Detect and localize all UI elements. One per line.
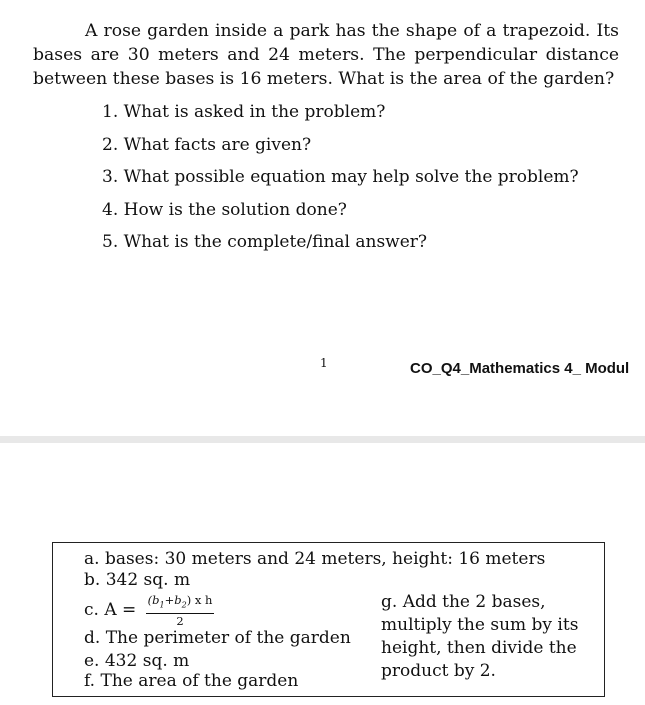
choice-f: f. The area of the garden bbox=[84, 671, 299, 691]
question-item: 2. What facts are given? bbox=[102, 134, 312, 155]
choice-c bbox=[84, 593, 214, 628]
area-formula-fraction bbox=[146, 593, 215, 628]
choice-a: a. bases: 30 meters and 24 meters, height: 16 meters bbox=[84, 549, 546, 569]
module-footer-label: CO_Q4_Mathematics 4_ Modul bbox=[410, 360, 630, 377]
choice-b: b. 342 sq. m bbox=[84, 570, 191, 590]
guide-questions bbox=[102, 101, 579, 264]
choice-d: d. The perimeter of the garden bbox=[84, 628, 351, 648]
page-divider bbox=[0, 436, 645, 443]
answer-choices-box bbox=[52, 542, 605, 697]
formula-denominator: 2 bbox=[176, 614, 184, 629]
question-item: 4. How is the solution done? bbox=[102, 199, 347, 220]
choice-c-label: c. A = bbox=[84, 600, 142, 621]
choice-g: g. Add the 2 bases, multiply the sum by its height, then divide the product by 2. bbox=[381, 592, 579, 681]
problem-statement: A rose garden inside a park has the shape of a trapezoid. Its bases are 30 meters and 24 meters. The perpendicular distance between these bases is 16 meters. What is the area of the garden? bbox=[33, 21, 619, 90]
question-item: 3. What possible equation may help solve the problem? bbox=[102, 167, 579, 187]
question-item: 1. What is asked in the problem? bbox=[102, 102, 386, 122]
question-item: 5. What is the complete/final answer? bbox=[102, 232, 428, 252]
page-number: 1 bbox=[320, 356, 328, 370]
formula-numerator: $(b_1+b_2)$ x h bbox=[146, 593, 215, 614]
choice-e: e. 432 sq. m bbox=[84, 651, 190, 671]
